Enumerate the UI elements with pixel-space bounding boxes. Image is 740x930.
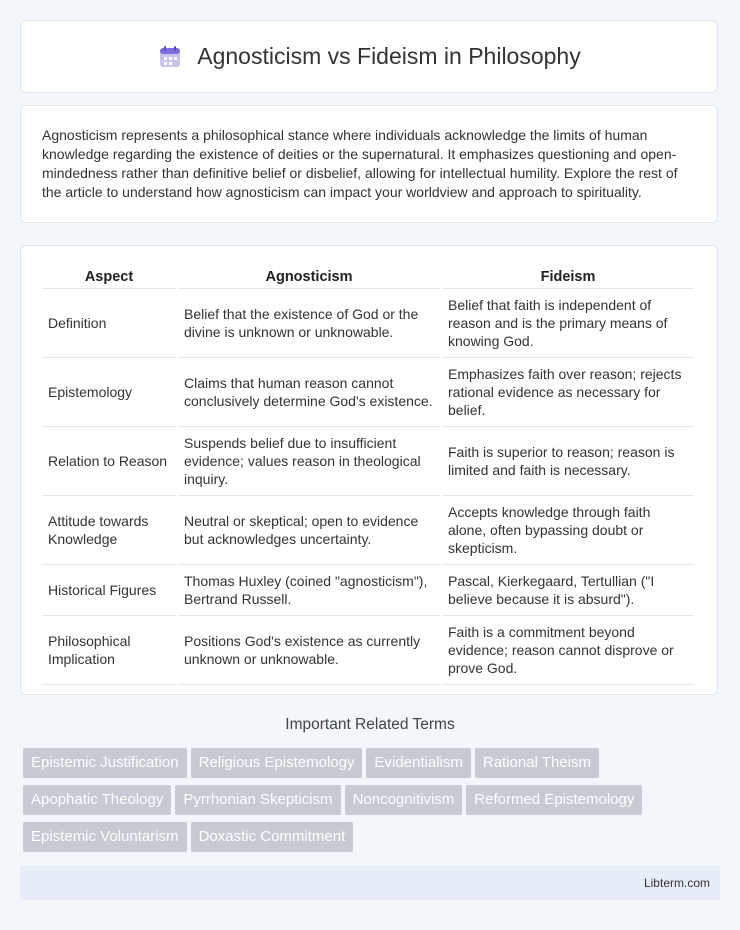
- aspect-cell: Attitude towards Knowledge: [42, 496, 176, 565]
- fideism-cell: Faith is superior to reason; reason is limited and faith is necessary.: [442, 427, 694, 496]
- table-row: [42, 358, 694, 427]
- footer-site-link[interactable]: Libterm.com: [643, 876, 710, 890]
- related-term-tag[interactable]: Epistemic Voluntarism: [23, 822, 187, 852]
- table-row: [42, 289, 694, 358]
- related-term-tag[interactable]: Apophatic Theology: [23, 785, 171, 815]
- table-row: [42, 496, 694, 565]
- header-aspect: Aspect: [42, 262, 176, 289]
- calendar-icon: [157, 44, 183, 70]
- header-card: [20, 20, 718, 93]
- page-title: Agnosticism vs Fideism in Philosophy: [197, 43, 581, 69]
- aspect-cell: Epistemology: [42, 358, 176, 427]
- related-term-tag[interactable]: Religious Epistemology: [191, 748, 363, 778]
- aspect-cell: Relation to Reason: [42, 427, 176, 496]
- agnosticism-cell: Neutral or skeptical; open to evidence but acknowledges uncertainty.: [178, 496, 440, 565]
- related-term-tag[interactable]: Noncognitivism: [345, 785, 463, 815]
- related-term-tag[interactable]: Doxastic Commitment: [191, 822, 354, 852]
- related-term-tag[interactable]: Reformed Epistemology: [466, 785, 642, 815]
- fideism-cell: Accepts knowledge through faith alone, often bypassing doubt or skepticism.: [442, 496, 694, 565]
- table-header-row: [42, 262, 694, 289]
- fideism-cell: Belief that faith is independent of reason and is the primary means of knowing God.: [442, 289, 694, 358]
- agnosticism-cell: Suspends belief due to insufficient evidence; values reason in theological inquiry.: [178, 427, 440, 496]
- aspect-cell: Definition: [42, 289, 176, 358]
- table-row: [42, 565, 694, 616]
- aspect-cell: Philosophical Implication: [42, 616, 176, 685]
- related-terms-title: Important Related Terms: [285, 716, 455, 733]
- agnosticism-cell: Thomas Huxley (coined "agnosticism"), Bertrand Russell.: [178, 565, 440, 616]
- related-term-tag[interactable]: Evidentialism: [366, 748, 470, 778]
- header-agnosticism: Agnosticism: [178, 262, 440, 289]
- related-terms-list: [23, 748, 703, 859]
- table-row: [42, 427, 694, 496]
- related-term-tag[interactable]: Rational Theism: [475, 748, 599, 778]
- table-row: [42, 616, 694, 685]
- agnosticism-cell: Positions God's existence as currently unknown or unknowable.: [178, 616, 440, 685]
- fideism-cell: Pascal, Kierkegaard, Tertullian ("I believe because it is absurd").: [442, 565, 694, 616]
- related-term-tag[interactable]: Pyrrhonian Skepticism: [175, 785, 340, 815]
- footer: [20, 866, 720, 900]
- fideism-cell: Faith is a commitment beyond evidence; reason cannot disprove or prove God.: [442, 616, 694, 685]
- aspect-cell: Historical Figures: [42, 565, 176, 616]
- agnosticism-cell: Claims that human reason cannot conclusively determine God's existence.: [178, 358, 440, 427]
- intro-text: Agnosticism represents a philosophical stance where individuals acknowledge the limits of human knowledge regarding the existence of deities or the supernatural. It emphasizes questioning and open-mindedness rather than definitive belief or disbelief, allowing for intellectual humility. Explore the rest of the article to understand how agnosticism can impact your worldview and approach to spirituality.: [42, 127, 678, 200]
- header-fideism: Fideism: [442, 262, 694, 289]
- comparison-table: [40, 262, 696, 685]
- comparison-card: [20, 245, 718, 695]
- fideism-cell: Emphasizes faith over reason; rejects rational evidence as necessary for belief.: [442, 358, 694, 427]
- related-term-tag[interactable]: Epistemic Justification: [23, 748, 187, 778]
- agnosticism-cell: Belief that the existence of God or the divine is unknown or unknowable.: [178, 289, 440, 358]
- intro-card: [20, 105, 718, 223]
